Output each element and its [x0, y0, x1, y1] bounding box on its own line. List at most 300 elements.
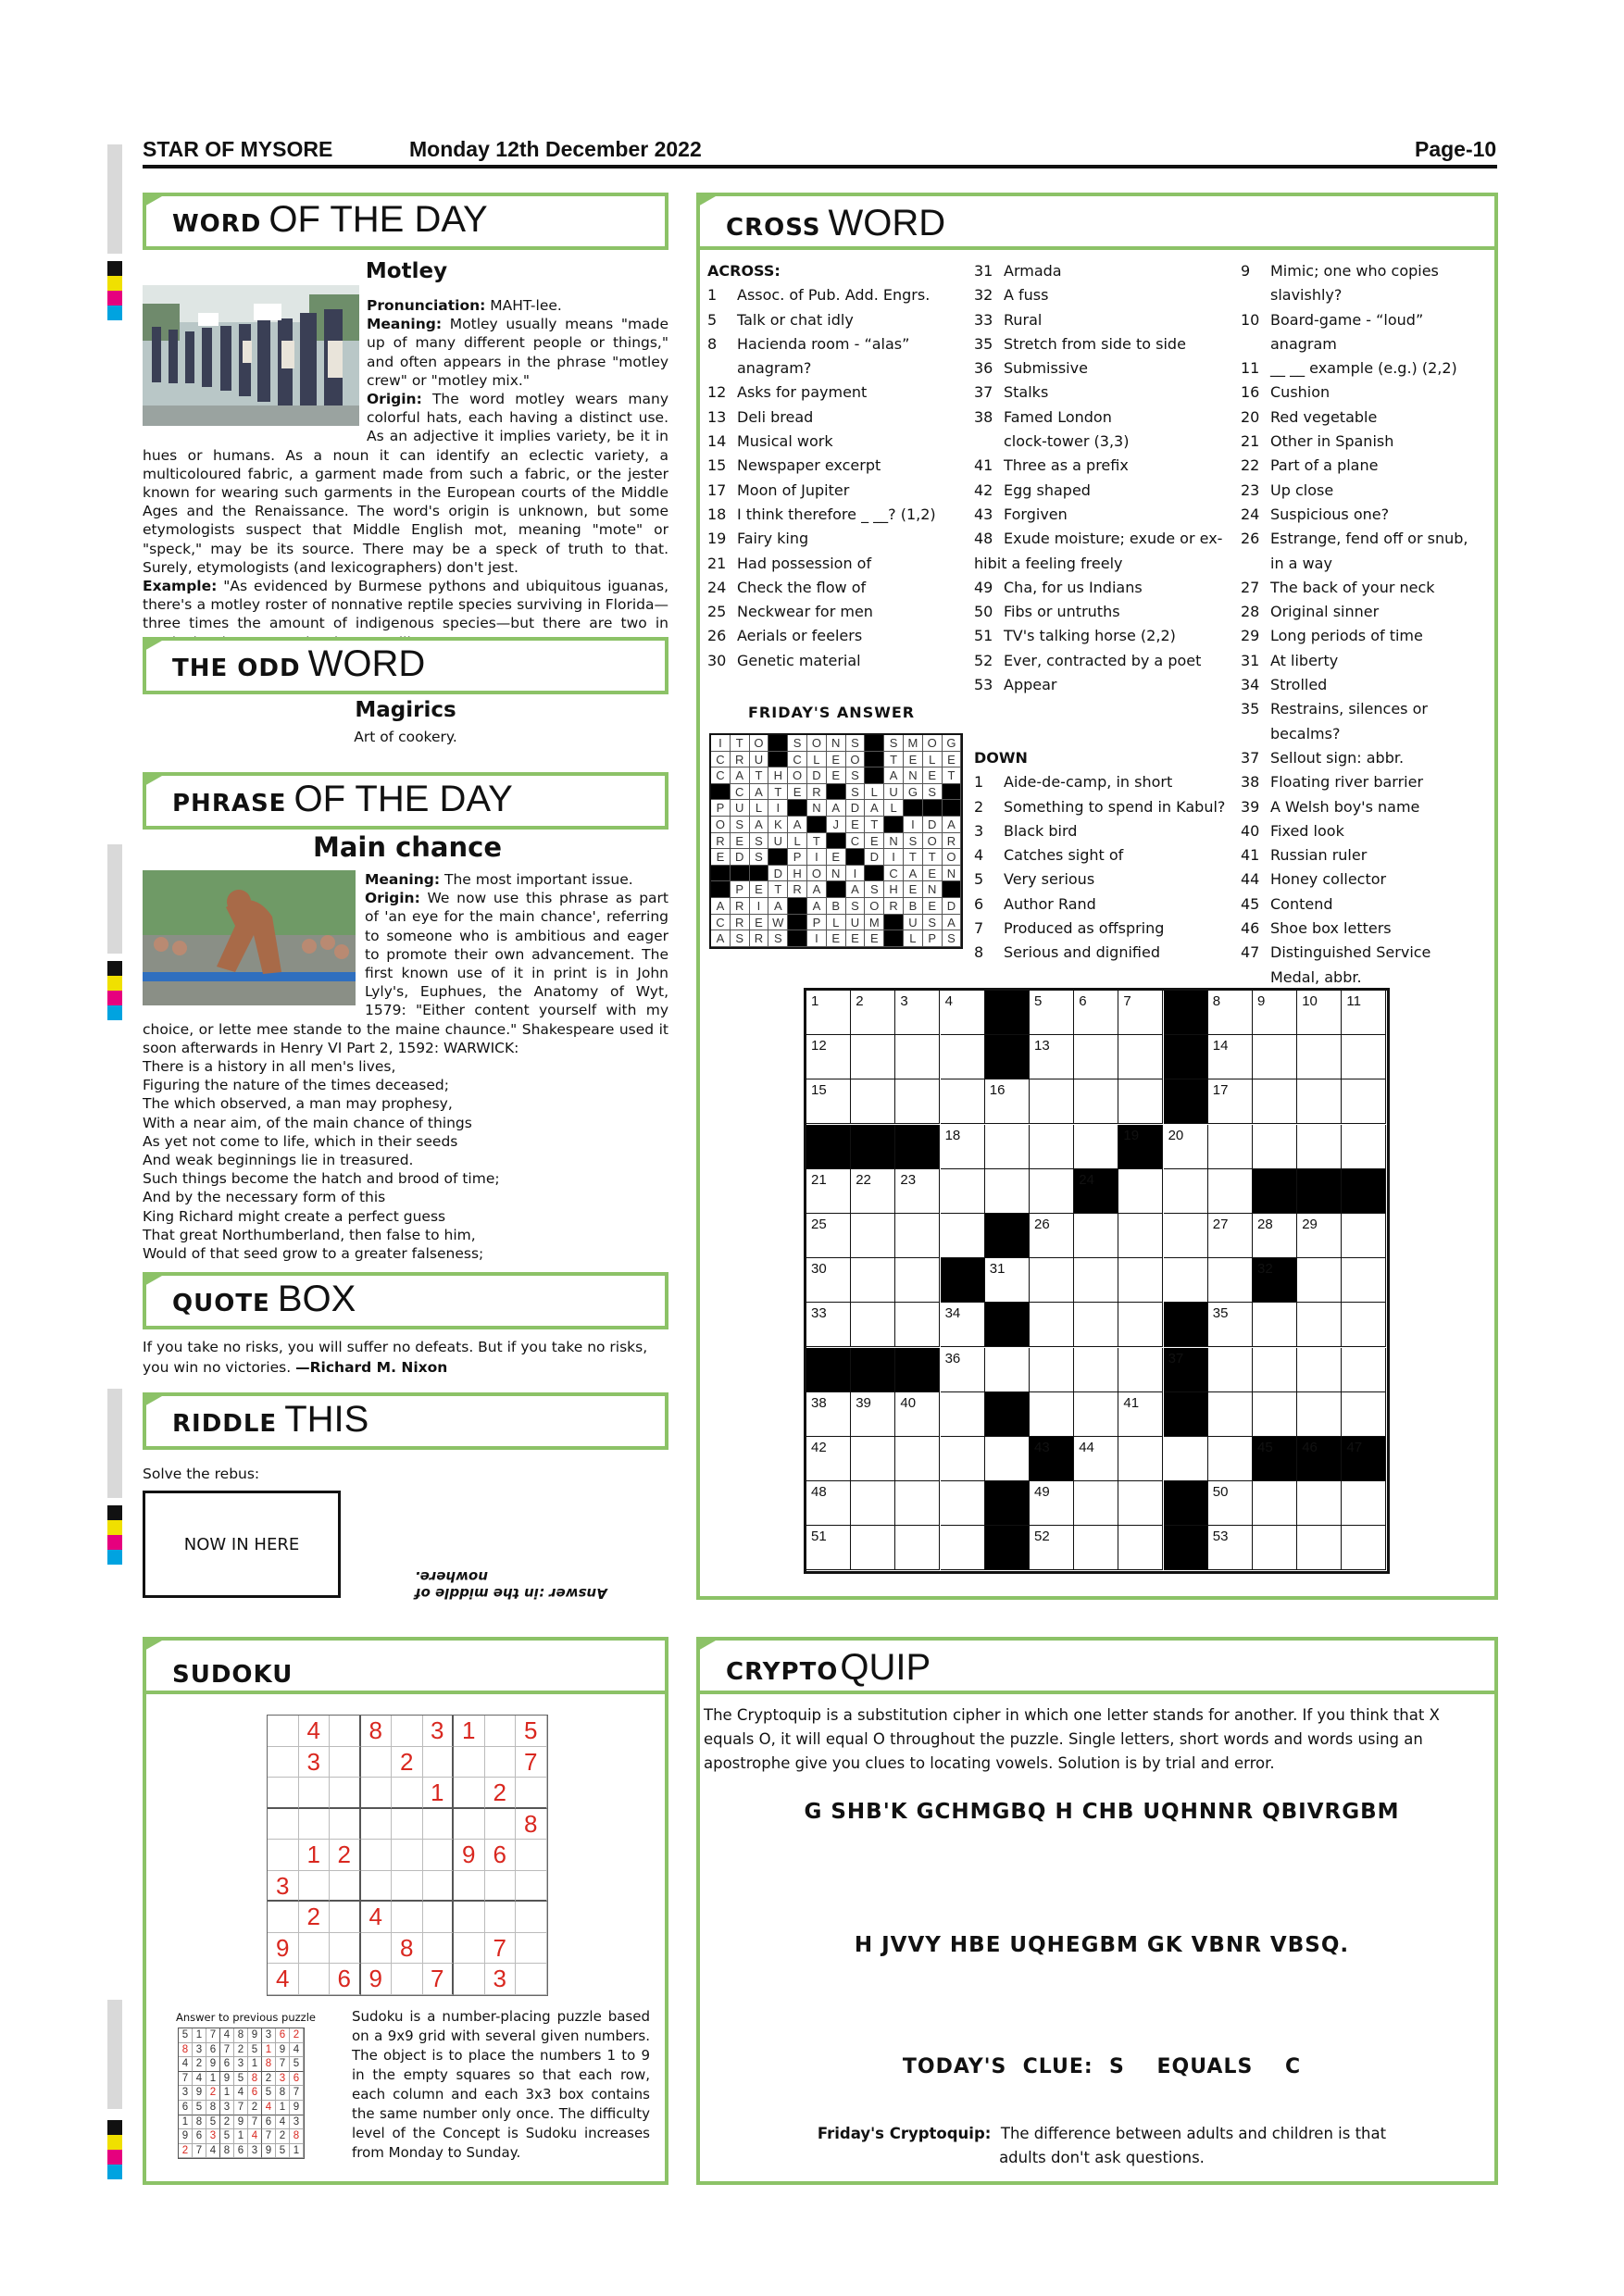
crossword-cell[interactable]	[1030, 1348, 1074, 1392]
crossword-cell[interactable]	[1164, 1437, 1208, 1481]
crossword-cell[interactable]	[1118, 1214, 1163, 1258]
crossword-cell[interactable]	[1253, 1392, 1297, 1437]
clue-row	[974, 673, 1243, 697]
clue-row	[1241, 770, 1493, 794]
sudoku-cell[interactable]	[485, 1747, 517, 1778]
sudoku-cell[interactable]	[454, 1809, 485, 1841]
crossword-cell[interactable]: 51	[806, 1526, 851, 1570]
answer-cell: S	[904, 833, 923, 850]
crossword-cell[interactable]: 31	[985, 1258, 1030, 1303]
crossword-cell[interactable]	[1342, 1079, 1386, 1124]
crossword-cell[interactable]	[1074, 1214, 1118, 1258]
crossword-cell[interactable]: 12	[806, 1035, 851, 1079]
sudoku-cell[interactable]	[516, 1933, 547, 1965]
clue-text: Stretch from side to side	[1004, 334, 1186, 353]
sudoku-cell[interactable]: 9	[361, 1964, 393, 1995]
crossword-cell[interactable]	[1208, 1169, 1253, 1214]
sudoku-cell[interactable]	[330, 1716, 361, 1747]
sudoku-cell[interactable]: 1	[454, 1716, 485, 1747]
crossword-cell[interactable]: 4	[941, 991, 985, 1035]
crossword-cell[interactable]	[941, 1392, 985, 1437]
sudoku-cell[interactable]	[423, 1871, 455, 1903]
header-rule	[143, 165, 1497, 168]
sudoku-cell[interactable]	[423, 1809, 455, 1841]
sudoku-cell[interactable]	[268, 1809, 299, 1841]
crossword-cell[interactable]	[1030, 1125, 1074, 1169]
clue-row	[1241, 795, 1493, 819]
crossword-cell[interactable]	[941, 1214, 985, 1258]
crossword-cell[interactable]	[1253, 1348, 1297, 1392]
clue-row	[1241, 941, 1493, 965]
crossword-cell[interactable]	[851, 1526, 895, 1570]
sudoku-cell[interactable]	[330, 1809, 361, 1841]
crossword-cell[interactable]	[1253, 1079, 1297, 1124]
cryptoquip-banner: CRYPTOQUIP	[696, 1637, 1498, 1694]
sudoku-cell[interactable]	[392, 1902, 423, 1933]
sudoku-cell[interactable]	[330, 1747, 361, 1778]
sudoku-cell[interactable]	[454, 1902, 485, 1933]
crossword-cell[interactable]	[895, 1437, 940, 1481]
crossword-cell[interactable]: 36	[941, 1348, 985, 1392]
crossword-cell[interactable]	[851, 1214, 895, 1258]
crossword-cell[interactable]	[1074, 1526, 1118, 1570]
crossword-cell[interactable]	[895, 1258, 940, 1303]
crossword-cell[interactable]	[851, 1481, 895, 1526]
sudoku-cell[interactable]	[485, 1809, 517, 1841]
crossword-cell[interactable]	[1074, 1481, 1118, 1526]
crossword-cell[interactable]: 3	[895, 991, 940, 1035]
sudoku-cell[interactable]	[454, 1933, 485, 1965]
crossword-cell[interactable]	[1253, 1526, 1297, 1570]
sudoku-cell[interactable]: 1	[299, 1840, 331, 1871]
sudoku-cell[interactable]	[361, 1933, 393, 1965]
crossword-cell[interactable]	[1074, 1303, 1118, 1347]
crossword-cell[interactable]	[1118, 1079, 1163, 1124]
crossword-cell[interactable]	[851, 1437, 895, 1481]
answer-cell: O	[943, 849, 962, 866]
crossword-cell[interactable]	[985, 1169, 1030, 1214]
crossword-cell[interactable]	[941, 1437, 985, 1481]
crossword-cell[interactable]	[1342, 1125, 1386, 1169]
crossword-cell[interactable]: 17	[1208, 1079, 1253, 1124]
clue-text: Sellout sign: abbr.	[1270, 748, 1405, 767]
crossword-cell[interactable]: 30	[806, 1258, 851, 1303]
sudoku-cell[interactable]	[268, 1716, 299, 1747]
answer-cell: C	[884, 866, 904, 882]
crossword-cell[interactable]: 52	[1030, 1526, 1074, 1570]
crossword-cell[interactable]: 15	[806, 1079, 851, 1124]
answer-cell: U	[846, 915, 866, 931]
clue-text: Aerials or feelers	[737, 627, 863, 645]
sudoku-cell[interactable]: 4	[268, 1964, 299, 1995]
crossword-cell[interactable]	[1118, 1348, 1163, 1392]
crossword-cell[interactable]: 2	[851, 991, 895, 1035]
sudoku-cell[interactable]	[268, 1902, 299, 1933]
sudoku-cell[interactable]	[392, 1840, 423, 1871]
sudoku-cell[interactable]: 4	[361, 1902, 393, 1933]
sudoku-cell[interactable]: 1	[423, 1778, 455, 1809]
answer-cell: A	[788, 817, 807, 833]
crossword-cell[interactable]: 18	[941, 1125, 985, 1169]
crossword-cell[interactable]	[1253, 1303, 1297, 1347]
sudoku-cell[interactable]: 8	[516, 1809, 547, 1841]
answer-digit: 8	[179, 2043, 193, 2058]
crossword-cell[interactable]	[1297, 1392, 1342, 1437]
crossword-cell[interactable]	[851, 1079, 895, 1124]
crossword-cell[interactable]	[1297, 1035, 1342, 1079]
crossword-cell[interactable]: 39	[851, 1392, 895, 1437]
answer-cell: N	[884, 833, 904, 850]
sudoku-cell[interactable]: 3	[485, 1964, 517, 1995]
crossword-cell[interactable]	[1030, 1079, 1074, 1124]
crossword-cell[interactable]	[851, 1035, 895, 1079]
sudoku-cell[interactable]	[516, 1871, 547, 1903]
answer-cell: S	[846, 735, 866, 752]
clue-row	[974, 867, 1243, 892]
crossword-cell[interactable]: 41	[1118, 1392, 1163, 1437]
answer-cell: P	[788, 849, 807, 866]
answer-cell: T	[943, 767, 962, 784]
crossword-cell[interactable]: 29	[1297, 1214, 1342, 1258]
crossword-cell[interactable]	[1208, 1125, 1253, 1169]
sudoku-cell[interactable]	[392, 1964, 423, 1995]
crossword-cell[interactable]	[1118, 1169, 1163, 1214]
crossword-cell[interactable]	[1297, 1348, 1342, 1392]
answer-digit: 9	[220, 2072, 234, 2087]
crossword-cell[interactable]	[1342, 1392, 1386, 1437]
clue-row	[974, 479, 1243, 503]
sudoku-cell[interactable]: 7	[423, 1964, 455, 1995]
crossword-cell[interactable]	[1253, 1035, 1297, 1079]
clue-number: 14	[707, 432, 727, 451]
crossword-cell[interactable]	[1297, 1258, 1342, 1303]
sudoku-cell[interactable]	[423, 1747, 455, 1778]
clue-row	[1241, 819, 1493, 843]
crossword-cell[interactable]	[895, 1526, 940, 1570]
answer-digit: 8	[206, 2101, 220, 2115]
crossword-cell[interactable]	[895, 1035, 940, 1079]
sudoku-cell[interactable]: 6	[485, 1840, 517, 1871]
sudoku-cell[interactable]	[423, 1840, 455, 1871]
sudoku-cell[interactable]	[299, 1964, 331, 1995]
sudoku-cell[interactable]	[516, 1902, 547, 1933]
crossword-cell[interactable]	[1030, 1258, 1074, 1303]
sudoku-cell[interactable]	[454, 1778, 485, 1809]
crossword-cell[interactable]	[1342, 1303, 1386, 1347]
clue-text: Estrange, fend off or snub,	[1270, 530, 1468, 548]
crossword-cell[interactable]: 53	[1208, 1526, 1253, 1570]
clue-row	[974, 308, 1243, 332]
sudoku-cell[interactable]: 2	[330, 1840, 361, 1871]
clue-row	[974, 430, 1243, 454]
sudoku-cell[interactable]	[423, 1902, 455, 1933]
crossword-cell[interactable]	[1164, 1258, 1208, 1303]
clue-number: 8	[707, 334, 718, 353]
black-square	[851, 1348, 895, 1392]
sudoku-cell[interactable]: 6	[330, 1964, 361, 1995]
sudoku-cell[interactable]: 2	[392, 1747, 423, 1778]
sudoku-cell[interactable]	[454, 1964, 485, 1995]
crossword-cell[interactable]	[1208, 1348, 1253, 1392]
sudoku-cell[interactable]	[516, 1964, 547, 1995]
answer-cell: S	[846, 898, 866, 915]
sudoku-cell[interactable]	[361, 1809, 393, 1841]
crossword-cell[interactable]: 44	[1074, 1437, 1118, 1481]
answer-cell: R	[731, 915, 750, 931]
clue-number: 35	[1241, 700, 1260, 718]
crossword-cell[interactable]: 9	[1253, 991, 1297, 1035]
black-square: 37	[1164, 1348, 1208, 1392]
crossword-cell[interactable]: 16	[985, 1079, 1030, 1124]
answer-cell: D	[943, 898, 962, 915]
sudoku-cell[interactable]	[268, 1840, 299, 1871]
answer-digit: 3	[193, 2043, 206, 2058]
sudoku-cell[interactable]	[330, 1902, 361, 1933]
sudoku-cell[interactable]: 3	[268, 1871, 299, 1903]
clue-text: Submissive	[1004, 359, 1088, 378]
sudoku-cell[interactable]	[392, 1871, 423, 1903]
black-square	[895, 1125, 940, 1169]
crossword-cell[interactable]	[941, 1079, 985, 1124]
crossword-cell[interactable]: 21	[806, 1169, 851, 1214]
clue-number: 25	[707, 603, 727, 621]
crossword-cell[interactable]: 13	[1030, 1035, 1074, 1079]
crossword-cell[interactable]	[1297, 1303, 1342, 1347]
answer-cell: S	[923, 915, 943, 931]
sudoku-cell[interactable]	[454, 1747, 485, 1778]
crossword-cell[interactable]: 1	[806, 991, 851, 1035]
answer-digit: 5	[262, 2086, 276, 2101]
crossword-cell[interactable]	[1342, 1214, 1386, 1258]
crossword-cell[interactable]	[1074, 1079, 1118, 1124]
crossword-cell[interactable]	[985, 1348, 1030, 1392]
crossword-cell[interactable]	[941, 1169, 985, 1214]
margin-bar	[107, 1389, 122, 1498]
crossword-cell[interactable]	[1208, 1392, 1253, 1437]
crossword-cell[interactable]: 8	[1208, 991, 1253, 1035]
sudoku-cell[interactable]	[299, 1809, 331, 1841]
clue-row	[707, 576, 967, 600]
sudoku-cell[interactable]	[299, 1871, 331, 1903]
crossword-cell[interactable]	[1118, 1303, 1163, 1347]
sudoku-cell[interactable]	[485, 1716, 517, 1747]
crossword-cell[interactable]	[1164, 1214, 1208, 1258]
rebus-box: NOW IN HERE	[143, 1491, 341, 1598]
sudoku-cell[interactable]	[268, 1747, 299, 1778]
crossword-cell[interactable]: 40	[895, 1392, 940, 1437]
crossword-cell[interactable]	[985, 1437, 1030, 1481]
answer-cell: O	[807, 866, 827, 882]
crossword-cell[interactable]	[1297, 1079, 1342, 1124]
crossword-cell[interactable]	[941, 1526, 985, 1570]
sudoku-cell[interactable]: 8	[392, 1933, 423, 1965]
black-square	[1164, 1303, 1208, 1347]
clue-number: 29	[1241, 627, 1260, 645]
crossword-cell[interactable]: 20	[1164, 1125, 1208, 1169]
crossword-cell[interactable]	[1208, 1258, 1253, 1303]
sudoku-cell[interactable]	[330, 1871, 361, 1903]
answer-digit: 8	[220, 2144, 234, 2159]
crossword-cell[interactable]	[1297, 1125, 1342, 1169]
clue-number: 24	[1241, 505, 1260, 523]
sudoku-cell[interactable]	[361, 1778, 393, 1809]
sudoku-cell[interactable]: 7	[485, 1933, 517, 1965]
crossword-cell[interactable]	[1074, 1125, 1118, 1169]
sudoku-cell[interactable]: 9	[268, 1933, 299, 1965]
crossword-cell[interactable]	[1074, 1348, 1118, 1392]
sudoku-cell[interactable]: 3	[423, 1716, 455, 1747]
sudoku-cell[interactable]	[392, 1809, 423, 1841]
crossword-cell[interactable]	[1030, 1392, 1074, 1437]
crossword-cell[interactable]	[1118, 1437, 1163, 1481]
crossword-cell[interactable]: 38	[806, 1392, 851, 1437]
sudoku-cell[interactable]	[361, 1840, 393, 1871]
sudoku-cell[interactable]: 2	[485, 1778, 517, 1809]
crossword-cell[interactable]	[851, 1303, 895, 1347]
clue-number	[1241, 552, 1270, 576]
clue-text: Long periods of time	[1270, 627, 1423, 645]
sudoku-cell[interactable]	[392, 1778, 423, 1809]
answer-digit: 1	[290, 2144, 304, 2159]
black-square	[985, 1392, 1030, 1437]
answer-cell: E	[865, 833, 884, 850]
crossword-cell[interactable]: 26	[1030, 1214, 1074, 1258]
crossword-cell[interactable]	[1118, 1035, 1163, 1079]
crossword-cell[interactable]: 22	[851, 1169, 895, 1214]
crossword-cell[interactable]: 10	[1297, 991, 1342, 1035]
clue-number: 2	[974, 797, 984, 816]
sudoku-cell[interactable]	[330, 1933, 361, 1965]
crossword-cell[interactable]	[1118, 1481, 1163, 1526]
crossword-cell[interactable]	[1164, 1169, 1208, 1214]
clue-text: Part of a plane	[1270, 456, 1379, 475]
answer-cell: C	[711, 915, 731, 931]
crossword-cell[interactable]	[895, 1303, 940, 1347]
answer-digit: 3	[276, 2072, 290, 2087]
clue-number: 22	[1241, 456, 1260, 475]
crossword-cell[interactable]	[895, 1079, 940, 1124]
crossword-cell[interactable]	[1342, 1526, 1386, 1570]
sudoku-cell[interactable]: 8	[361, 1716, 393, 1747]
crossword-cell[interactable]	[1074, 1392, 1118, 1437]
answer-digit: 5	[220, 2129, 234, 2144]
sudoku-cell[interactable]: 3	[299, 1747, 331, 1778]
crossword-cell[interactable]	[895, 1214, 940, 1258]
crossword-cell[interactable]: 28	[1253, 1214, 1297, 1258]
crossword-cell[interactable]: 27	[1208, 1214, 1253, 1258]
answer-digit: 4	[276, 2115, 290, 2130]
crossword-cell[interactable]	[1342, 1035, 1386, 1079]
crossword-cell[interactable]: 50	[1208, 1481, 1253, 1526]
crossword-grid[interactable]	[804, 988, 1390, 1574]
sudoku-cell[interactable]	[268, 1778, 299, 1809]
sudoku-cell[interactable]	[516, 1840, 547, 1871]
answer-black-square	[943, 881, 962, 898]
crossword-cell[interactable]: 34	[941, 1303, 985, 1347]
crossword-cell[interactable]	[1253, 1481, 1297, 1526]
sudoku-cell[interactable]: 7	[516, 1747, 547, 1778]
sudoku-cell[interactable]	[392, 1716, 423, 1747]
sudoku-cell[interactable]	[485, 1902, 517, 1933]
sudoku-cell[interactable]: 2	[299, 1902, 331, 1933]
crossword-cell[interactable]	[1118, 1258, 1163, 1303]
sudoku-cell[interactable]	[454, 1871, 485, 1903]
crossword-cell[interactable]	[1253, 1125, 1297, 1169]
crossword-cell[interactable]	[895, 1481, 940, 1526]
shakespeare-verse: There is a history in all men's lives, Figuring the nature of the times deceased; The which observed, a man may prophesy, With a near aim, of the main chance of things As yet not come to life, which in their seeds And weak beginnings lie in treasured. Such things become the hatch and brood of time; And by the necessary form of this King Richard might create a perfect guess That great Northumberland, then false to him, Would of that seed grow to a greater falseness;	[143, 1058, 500, 1263]
sudoku-cell[interactable]: 9	[454, 1840, 485, 1871]
answer-cell: R	[731, 898, 750, 915]
clue-number: 21	[1241, 432, 1260, 451]
crossword-cell[interactable]	[1297, 1481, 1342, 1526]
crossword-cell[interactable]	[1342, 1481, 1386, 1526]
banner-underline	[696, 246, 1498, 250]
sudoku-cell[interactable]: 4	[299, 1716, 331, 1747]
crossword-cell[interactable]: 23	[895, 1169, 940, 1214]
crossword-cell[interactable]	[1030, 1169, 1074, 1214]
phrase-body: Meaning: The most important issue. Origin: We now use this phrase as part of 'an eye for the main chance', referring to someone who is ambitious and eager to promote their own advancement. The first known use of it in print is in John Lyly's, Euphues, the Anatomy of Wyt, 1579: "Either content yourself with my choice, or lette mee stande to the maine chaunce." Shakespeare used it soon afterwards in Henry VI Part 2, 1592: WARWICK: There is a history in all men's lives, Figuring the nature of the times deceased; The which observed, a man may prophesy, With a near aim, of the main chance of things As yet not come to life, which in their seeds And weak beginnings lie in treasured. Such things become the hatch and brood of time; And by the necessary form of this King Richard might create a perfect guess That great Northumberland, then false to him, Would of that seed grow to a greater falseness;	[143, 871, 668, 1263]
crossword-cell[interactable]: 5	[1030, 991, 1074, 1035]
black-square	[985, 1481, 1030, 1526]
sudoku-cell[interactable]	[299, 1778, 331, 1809]
sudoku-cell[interactable]	[516, 1778, 547, 1809]
crossword-cell[interactable]: 42	[806, 1437, 851, 1481]
crossword-cell[interactable]: 25	[806, 1214, 851, 1258]
crossword-cell[interactable]	[1342, 1258, 1386, 1303]
clue-row	[974, 941, 1243, 965]
crossword-cell[interactable]: 7	[1118, 991, 1163, 1035]
sudoku-cell[interactable]	[361, 1871, 393, 1903]
sudoku-cell[interactable]	[299, 1933, 331, 1965]
crossword-cell[interactable]: 14	[1208, 1035, 1253, 1079]
sudoku-cell[interactable]	[423, 1933, 455, 1965]
clue-number: 23	[1241, 480, 1260, 499]
answer-black-square	[923, 800, 943, 817]
crossword-cell[interactable]: 6	[1074, 991, 1118, 1035]
crossword-cell[interactable]: 11	[1342, 991, 1386, 1035]
sudoku-cell[interactable]	[330, 1778, 361, 1809]
crossword-cell[interactable]	[985, 1125, 1030, 1169]
answer-cell: I	[807, 849, 827, 866]
answer-cell: R	[884, 898, 904, 915]
answer-digit: 1	[220, 2086, 234, 2101]
crossword-cell[interactable]	[1297, 1526, 1342, 1570]
crossword-cell[interactable]	[1074, 1035, 1118, 1079]
crossword-cell[interactable]	[1342, 1348, 1386, 1392]
crossword-cell[interactable]	[851, 1258, 895, 1303]
black-square	[806, 1125, 851, 1169]
crossword-cell[interactable]	[941, 1035, 985, 1079]
crossword-cell[interactable]	[1208, 1437, 1253, 1481]
black-square	[985, 991, 1030, 1035]
crossword-cell[interactable]	[1074, 1258, 1118, 1303]
crossword-cell[interactable]	[941, 1481, 985, 1526]
crossword-cell[interactable]	[1118, 1526, 1163, 1570]
answer-cell: D	[807, 767, 827, 784]
answer-cell: S	[788, 735, 807, 752]
answer-digit: 6	[179, 2101, 193, 2115]
sudoku-cell[interactable]	[485, 1871, 517, 1903]
crossword-cell[interactable]: 49	[1030, 1481, 1074, 1526]
crossword-cell[interactable]	[1030, 1303, 1074, 1347]
sudoku-cell[interactable]: 5	[516, 1716, 547, 1747]
crossword-cell[interactable]: 35	[1208, 1303, 1253, 1347]
crossword-cell[interactable]: 33	[806, 1303, 851, 1347]
sudoku-grid[interactable]	[267, 1715, 548, 1996]
crowd-photo	[143, 285, 359, 426]
sudoku-cell[interactable]	[361, 1747, 393, 1778]
crossword-cell[interactable]: 48	[806, 1481, 851, 1526]
